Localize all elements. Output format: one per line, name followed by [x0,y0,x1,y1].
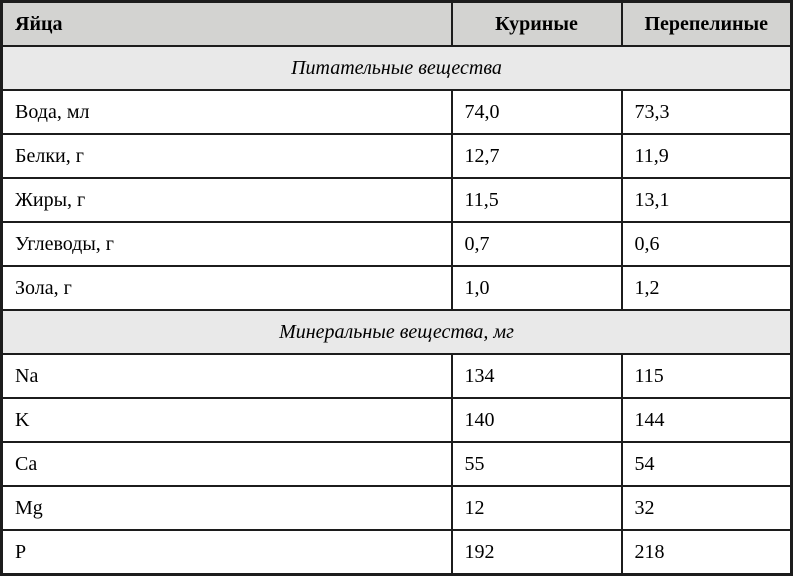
quail-value: 32 [622,486,792,530]
chicken-value: 134 [452,354,622,398]
section-row-nutrients [2,46,792,90]
quail-value: 54 [622,442,792,486]
row-label: K [2,398,452,442]
table-row-na [2,354,792,398]
chicken-value: 0,7 [452,222,622,266]
quail-value: 115 [622,354,792,398]
row-label: Зола, г [2,266,452,310]
header-row [2,2,792,47]
chicken-value: 11,5 [452,178,622,222]
row-label: Вода, мл [2,90,452,134]
table-row-ash [2,266,792,310]
quail-value: 0,6 [622,222,792,266]
table-row-fats [2,178,792,222]
chicken-value: 1,0 [452,266,622,310]
quail-value: 218 [622,530,792,575]
chicken-value: 12,7 [452,134,622,178]
section-row-minerals [2,310,792,354]
column-header-eggs: Яйца [2,2,452,47]
column-header-quail: Перепелиные [622,2,792,47]
chicken-value: 55 [452,442,622,486]
chicken-value: 140 [452,398,622,442]
table-row-ca [2,442,792,486]
table-row-k [2,398,792,442]
section-title-nutrients: Питательные вещества [2,46,792,90]
column-header-chicken: Куриные [452,2,622,47]
table-row-p [2,530,792,575]
quail-value: 1,2 [622,266,792,310]
table-row-water [2,90,792,134]
row-label: Углеводы, г [2,222,452,266]
chicken-value: 12 [452,486,622,530]
chicken-value: 74,0 [452,90,622,134]
row-label: P [2,530,452,575]
row-label: Mg [2,486,452,530]
row-label: Жиры, г [2,178,452,222]
table-row-carbohydrates [2,222,792,266]
row-label: Ca [2,442,452,486]
quail-value: 73,3 [622,90,792,134]
row-label: Белки, г [2,134,452,178]
quail-value: 11,9 [622,134,792,178]
chicken-value: 192 [452,530,622,575]
row-label: Na [2,354,452,398]
quail-value: 13,1 [622,178,792,222]
table-row-mg [2,486,792,530]
section-title-minerals: Минеральные вещества, мг [2,310,792,354]
quail-value: 144 [622,398,792,442]
table-row-proteins [2,134,792,178]
